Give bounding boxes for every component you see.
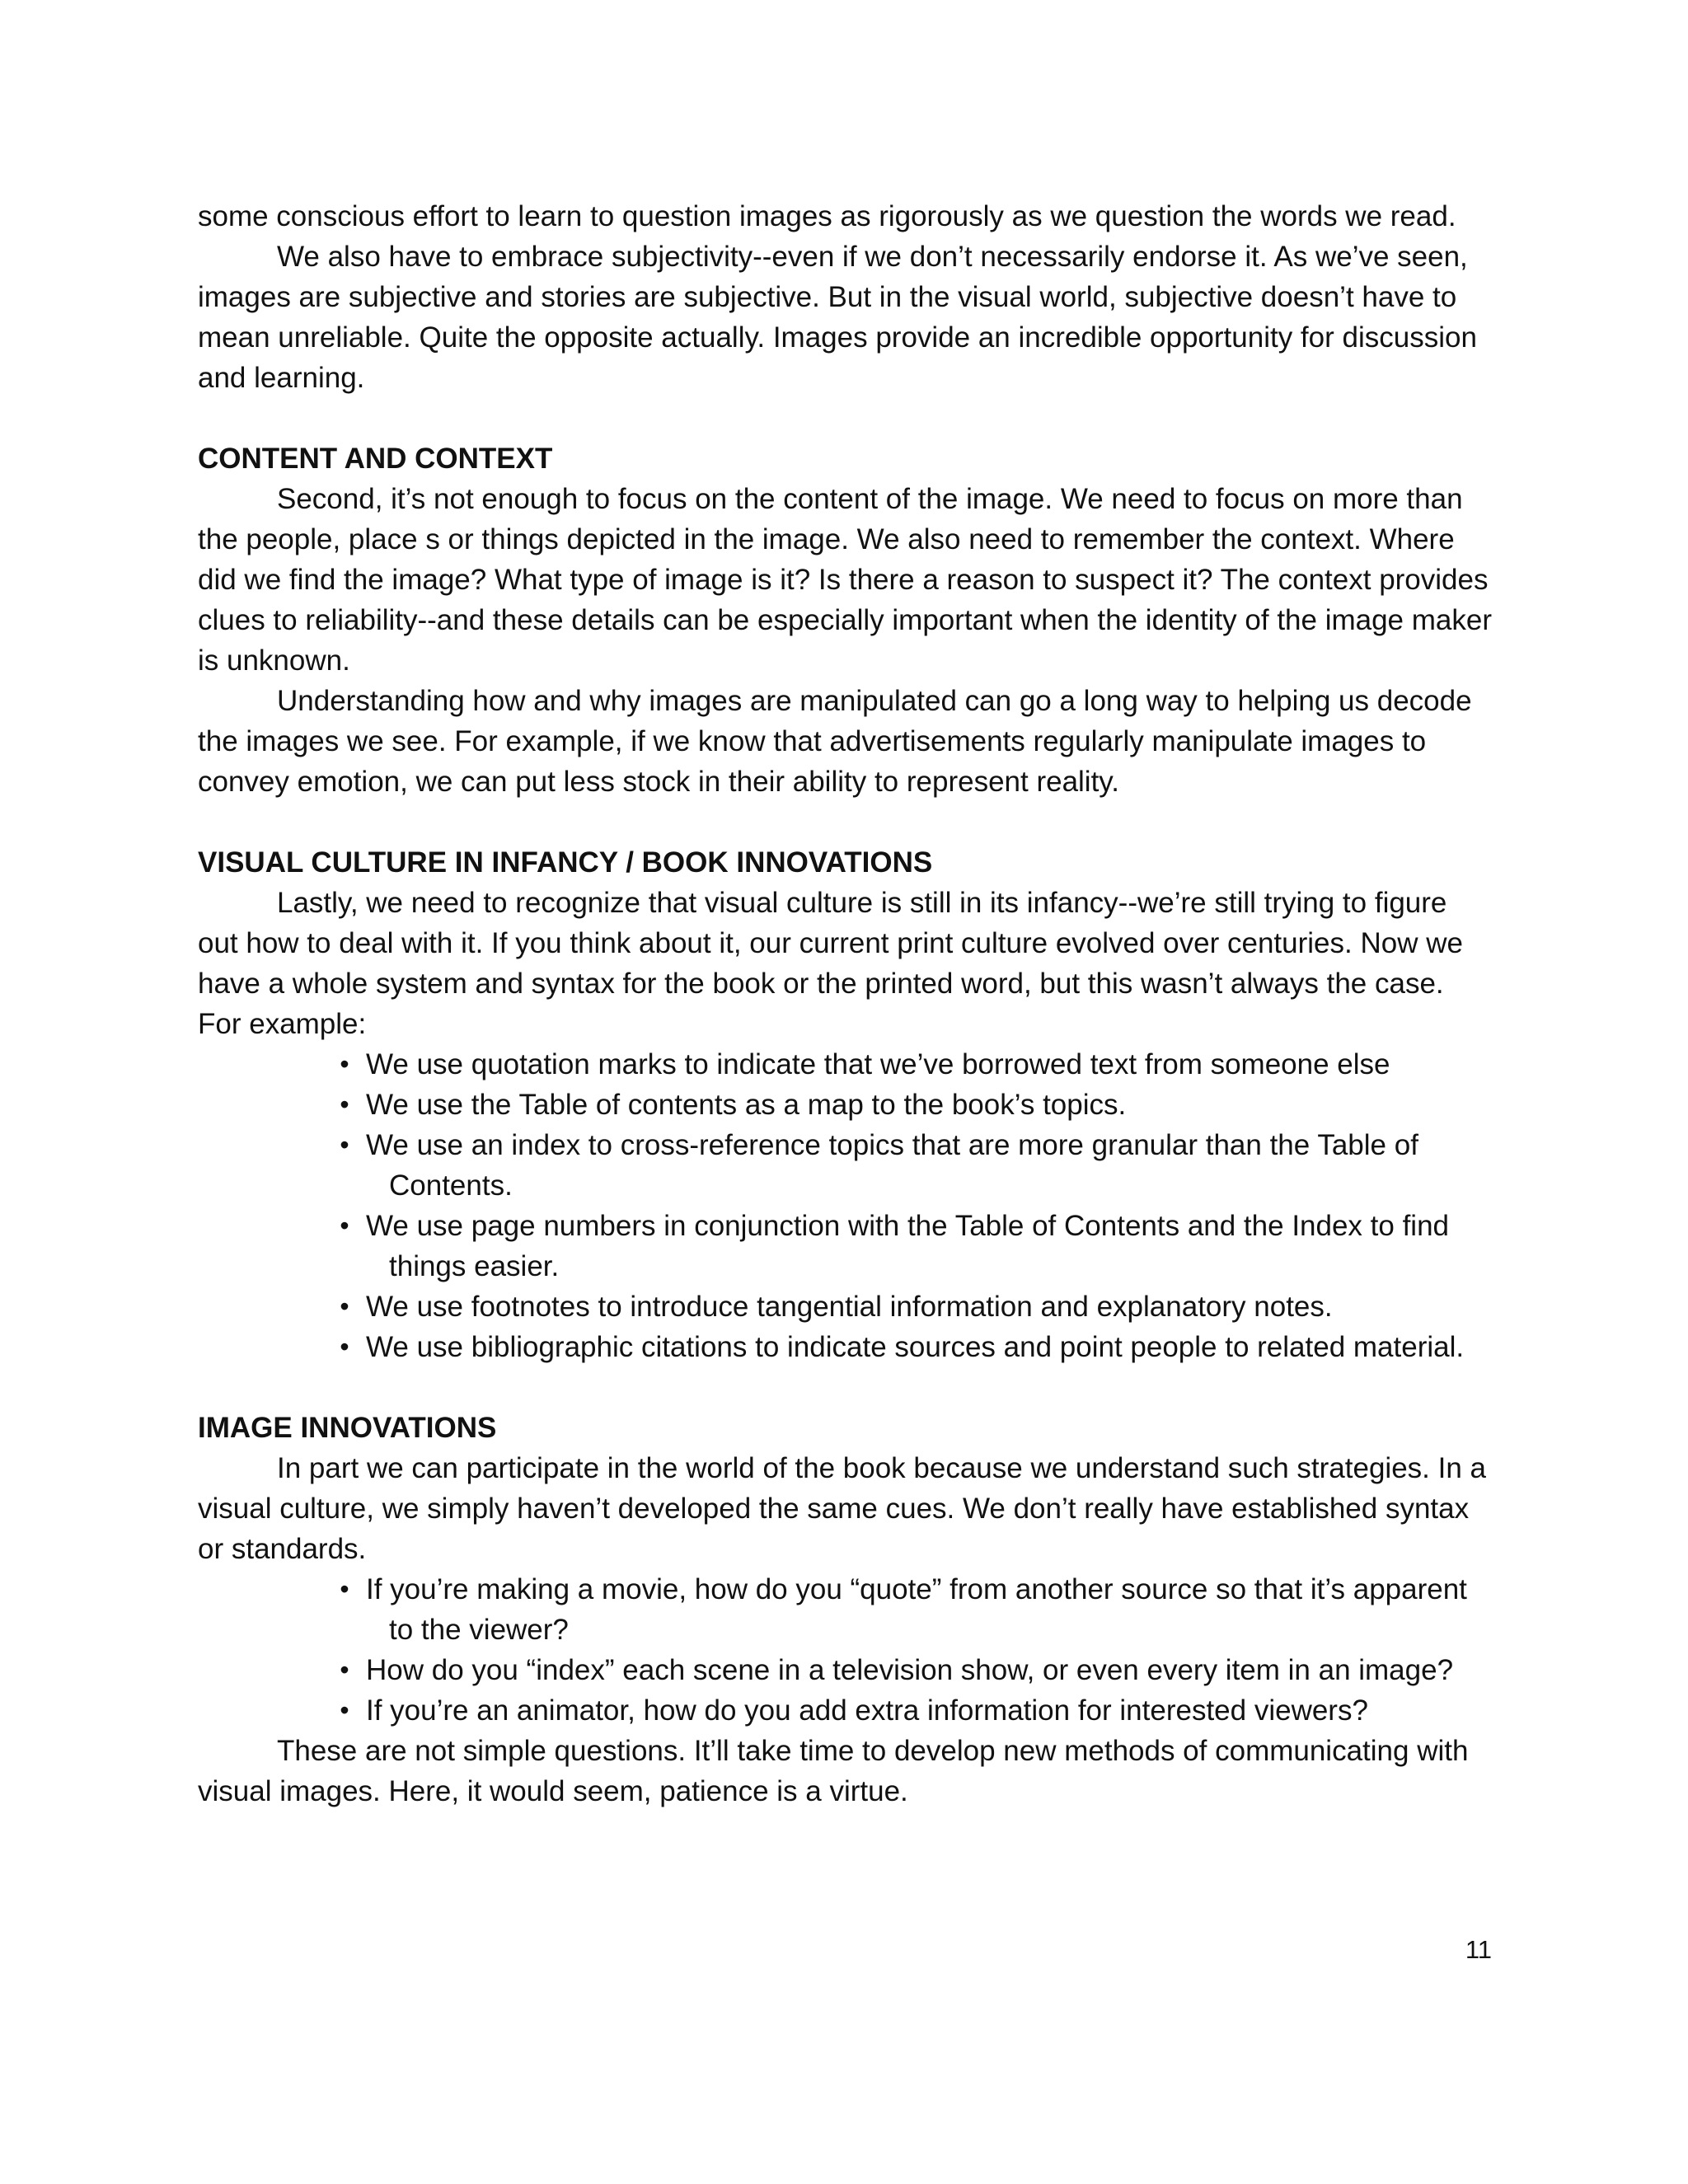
bullet-icon: • <box>340 1291 349 1321</box>
page-content <box>198 196 1492 1811</box>
list-item <box>323 1650 1492 1690</box>
list-item <box>323 1044 1492 1085</box>
list-item <box>323 1286 1492 1327</box>
heading-image-innovations: IMAGE INNOVATIONS <box>198 1412 497 1444</box>
bullet-icon: • <box>340 1090 349 1119</box>
bullet-icon: • <box>340 1130 349 1160</box>
paragraph-manipulation: Understanding how and why images are manipulated can go a long way to helping us decode the images we see. For example, if we know that advertisements regularly manipulate images to convey emotion, we can put less stock in their ability to represent reality. <box>198 685 1472 798</box>
paragraph-image-innovations: In part we can participate in the world of the book because we understand such strategies. In a visual culture, we simply haven’t developed the same cues. We don’t really have established syntax or standards. <box>198 1452 1486 1565</box>
list-item-text: We use the Table of contents as a map to the book’s topics. <box>366 1089 1127 1121</box>
bullet-icon: • <box>340 1574 349 1604</box>
list-item <box>323 1569 1492 1650</box>
paragraph-closing: These are not simple questions. It’ll take time to develop new methods of communicating with visual images. Here, it would seem, patience is a virtue. <box>198 1735 1469 1807</box>
list-item <box>323 1327 1492 1367</box>
list-item-text: If you’re making a movie, how do you “quote” from another source so that it’s apparent to the viewer? <box>366 1573 1467 1646</box>
heading-visual-culture: VISUAL CULTURE IN INFANCY / BOOK INNOVATIONS <box>198 846 933 879</box>
bullet-icon: • <box>340 1332 349 1361</box>
heading-content-and-context: CONTENT AND CONTEXT <box>198 443 553 475</box>
list-item-text: We use page numbers in conjunction with the Table of Contents and the Index to find things easier. <box>366 1210 1450 1282</box>
list-item-text: If you’re an animator, how do you add extra information for interested viewers? <box>366 1694 1368 1727</box>
bullet-icon: • <box>340 1211 349 1240</box>
paragraph-visual-culture: Lastly, we need to recognize that visual culture is still in its infancy--we’re still trying to figure out how to deal with it. If you think about it, our current print culture evolved over centuries. Now we have a whole system and syntax for the book or the printed word, but this wasn’t always the case. For example: <box>198 887 1463 1040</box>
image-questions-list <box>198 1569 1492 1731</box>
list-item-text: We use quotation marks to indicate that we’ve borrowed text from someone else <box>366 1048 1390 1080</box>
page-number: 11 <box>1465 1935 1492 1964</box>
list-item <box>323 1125 1492 1206</box>
list-item <box>323 1690 1492 1731</box>
list-item-text: We use footnotes to introduce tangential information and explanatory notes. <box>366 1291 1333 1323</box>
bullet-icon: • <box>340 1655 349 1685</box>
bullet-icon: • <box>340 1695 349 1725</box>
list-item-text: We use an index to cross-reference topics that are more granular than the Table of Contents. <box>366 1129 1418 1202</box>
list-item-text: How do you “index” each scene in a television show, or even every item in an image? <box>366 1654 1454 1686</box>
paragraph-content-focus: Second, it’s not enough to focus on the content of the image. We need to focus on more than the people, place s or things depicted in the image. We also need to remember the context. Where did we find the image? What type of image is it? Is there a reason to suspect it? The context provides clues to reliability--and these details can be especially important when the identity of the image maker is unknown. <box>198 483 1492 677</box>
list-item-text: We use bibliographic citations to indicate sources and point people to related material. <box>366 1331 1465 1363</box>
paragraph-subjectivity: We also have to embrace subjectivity--even if we don’t necessarily endorse it. As we’ve seen, images are subjective and stories are subjective. But in the visual world, subjective doesn’t have to mean unreliable. Quite the opposite actually. Images provide an incredible opportunity for discussion and learning. <box>198 241 1477 394</box>
list-item <box>323 1206 1492 1286</box>
paragraph-opening: some conscious effort to learn to question images as rigorously as we question the words we read. <box>198 200 1456 232</box>
book-innovations-list <box>198 1044 1492 1367</box>
bullet-icon: • <box>340 1049 349 1079</box>
list-item <box>323 1085 1492 1125</box>
